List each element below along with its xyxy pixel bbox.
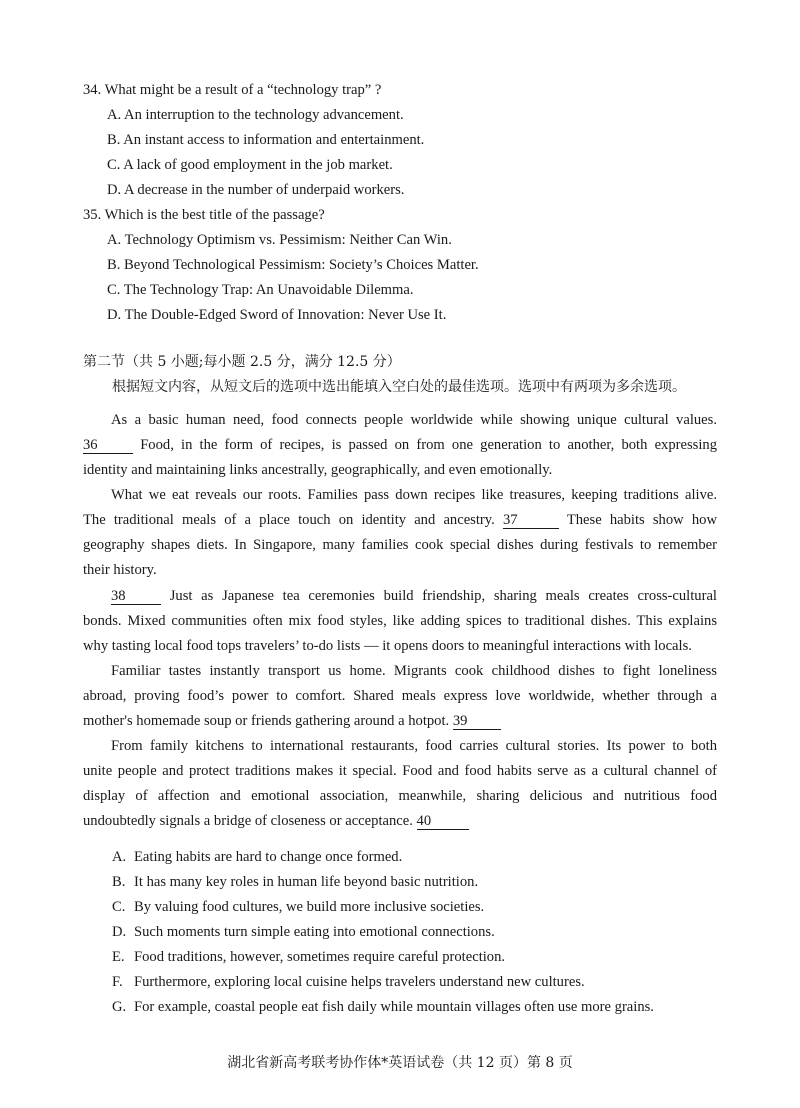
p5-line-1: From family kitchens to international restaurants, food carries cultural stories. Its power to both — [111, 738, 717, 754]
q35-stem: 35. Which is the best title of the passage? — [83, 207, 325, 223]
option-c-label: C. — [112, 899, 126, 915]
p4-line-1: Familiar tastes instantly transport us home. Migrants cook childhood dishes to fight loneliness — [111, 663, 717, 679]
p5-line-3: display of affection and emotional association, meanwhile, sharing delicious and nutritious food — [83, 788, 717, 804]
blank-40[interactable]: 40 — [417, 814, 469, 830]
blank-39[interactable]: 39 — [453, 714, 501, 730]
option-g — [112, 999, 654, 1016]
p4-line-3 — [83, 713, 717, 730]
p1-line-2 — [83, 437, 717, 454]
p2-line-2-text-a: The traditional meals of a place touch on identity and ancestry. — [83, 512, 495, 528]
page-footer: 湖北省新高考联考协作体*英语试卷（共 12 页）第 8 页 — [227, 1055, 573, 1071]
option-f — [112, 974, 585, 991]
q34-stem: 34. What might be a result of a “technology trap” ? — [83, 82, 382, 98]
option-d-label: D. — [112, 924, 127, 940]
p2-line-3: geography shapes diets. In Singapore, many families cook special dishes during festivals to remember — [83, 537, 717, 553]
p1-line-3: identity and maintaining links ancestrally, geographically, and even emotionally. — [83, 462, 553, 478]
option-e-label: E. — [112, 949, 125, 965]
option-a-label: A. — [112, 849, 127, 865]
option-e — [112, 949, 505, 966]
option-b — [112, 874, 478, 891]
p2-line-2-text-b: These habits show how — [566, 512, 717, 528]
option-c — [112, 899, 484, 916]
p5-line-4-text: undoubtedly signals a bridge of closeness or acceptance. — [83, 813, 413, 829]
option-d — [112, 924, 495, 941]
blank-36[interactable]: 36 — [83, 438, 133, 454]
p4-line-2: abroad, proving food’s power to comfort. Shared meals express love worldwide, whether through a — [83, 688, 717, 704]
q34-option-b: B. An instant access to information and entertainment. — [107, 132, 425, 148]
q35-option-d: D. The Double-Edged Sword of Innovation: Never Use It. — [107, 307, 447, 323]
q35-option-c: C. The Technology Trap: An Unavoidable Dilemma. — [107, 282, 414, 298]
q35-option-a: A. Technology Optimism vs. Pessimism: Neither Can Win. — [107, 232, 452, 248]
section-instruction: 根据短文内容，从短文后的选项中选出能填入空白处的最佳选项。选项中有两项为多余选项。 — [112, 379, 686, 395]
p1-line-2-text: Food, in the form of recipes, is passed on from one generation to another, both expressing — [140, 437, 717, 453]
q35-option-b: B. Beyond Technological Pessimism: Society’s Choices Matter. — [107, 257, 479, 273]
q34-option-d: D. A decrease in the number of underpaid workers. — [107, 182, 405, 198]
option-e-text: Food traditions, however, sometimes require careful protection. — [134, 949, 506, 965]
option-a — [112, 849, 402, 866]
option-f-label: F. — [112, 974, 123, 990]
option-f-text: Furthermore, exploring local cuisine helps travelers understand new cultures. — [134, 974, 585, 990]
option-b-label: B. — [112, 874, 126, 890]
option-c-text: By valuing food cultures, we build more inclusive societies. — [134, 899, 485, 915]
p2-line-1: What we eat reveals our roots. Families pass down recipes like treasures, keeping traditions alive. — [111, 487, 717, 503]
section-title: 第二节（共 5 小题;每小题 2.5 分，满分 12.5 分） — [83, 354, 401, 370]
p5-line-2: unite people and protect traditions makes it special. Food and food habits serve as a cultural channel of — [83, 763, 717, 779]
q34-option-a: A. An interruption to the technology advancement. — [107, 107, 404, 123]
blank-38[interactable]: 38 — [111, 589, 161, 605]
option-g-text: For example, coastal people eat fish daily while mountain villages often use more grains. — [134, 999, 654, 1015]
option-d-text: Such moments turn simple eating into emotional connections. — [134, 924, 495, 940]
p2-line-4: their history. — [83, 562, 157, 578]
p2-line-2 — [83, 512, 717, 529]
p4-line-3-text: mother's homemade soup or friends gathering around a hotpot. — [83, 713, 450, 729]
p5-line-4 — [83, 813, 717, 830]
p1-line-1: As a basic human need, food connects people worldwide while showing unique cultural values. — [111, 412, 717, 428]
blank-37[interactable]: 37 — [503, 513, 559, 529]
option-b-text: It has many key roles in human life beyond basic nutrition. — [134, 874, 479, 890]
option-a-text: Eating habits are hard to change once formed. — [134, 849, 403, 865]
p3-line-2: bonds. Mixed communities often mix food styles, like adding spices to traditional dishes. This explains — [83, 613, 717, 629]
q34-option-c: C. A lack of good employment in the job market. — [107, 157, 393, 173]
p3-line-1 — [111, 588, 717, 605]
p3-line-1-text: Just as Japanese tea ceremonies build friendship, sharing meals creates cross-cultural — [169, 588, 717, 604]
option-g-label: G. — [112, 999, 127, 1015]
p3-line-3: why tasting local food tops travelers’ to-do lists — it opens doors to meaningful interactions with locals. — [83, 638, 692, 654]
